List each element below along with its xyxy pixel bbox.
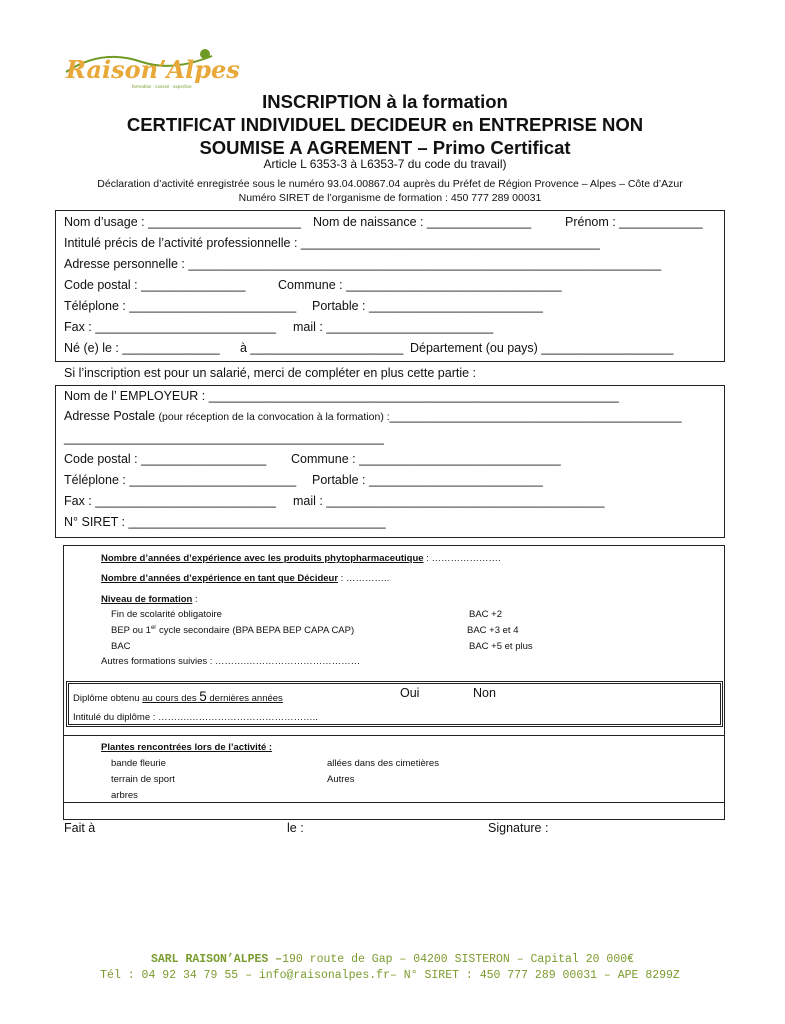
- diplome-oui-option[interactable]: Oui: [400, 686, 420, 700]
- experience-phyto-dots: : ………………….: [423, 553, 501, 564]
- niveau-formation-heading: [101, 594, 198, 605]
- signature-field[interactable]: Signature :: [488, 821, 549, 835]
- plantes-heading: [101, 742, 272, 753]
- activite-field[interactable]: Intitulé précis de l’activité professionnelle : ___________________________________________: [64, 236, 600, 250]
- footer-address-text: 190 route de Gap – 04200 SISTERON – Capital 20 000€: [282, 953, 635, 966]
- departement-field[interactable]: Département (ou pays) ___________________: [410, 341, 674, 355]
- employeur-commune-field[interactable]: Commune : _____________________________: [291, 452, 561, 466]
- adresse-personnelle-field[interactable]: Adresse personnelle : ____________________________________________________________________: [64, 257, 662, 271]
- employeur-mail-field[interactable]: mail : ________________________________________: [293, 494, 605, 508]
- diplome-label-underlined: au cours des: [142, 693, 200, 704]
- declaration-line-2: Numéro SIRET de l’organisme de formation : 450 777 289 00031: [238, 192, 542, 204]
- employeur-fax-field[interactable]: Fax : __________________________: [64, 494, 277, 508]
- plante-option-terrain-sport[interactable]: terrain de sport: [111, 774, 175, 785]
- employeur-adresse-line-2[interactable]: ______________________________________________: [64, 431, 384, 445]
- adresse-postale-label: Adresse Postale: [64, 409, 156, 423]
- employeur-adresse-field[interactable]: [64, 409, 682, 423]
- niveau-formation-label: Niveau de formation: [101, 594, 193, 605]
- mail-field[interactable]: mail : ________________________: [293, 320, 494, 334]
- niveau-option-bac-3-4[interactable]: BAC +3 et 4: [467, 625, 519, 636]
- adresse-postale-blank: __________________________________________: [389, 409, 682, 423]
- experience-phyto-label: Nombre d’années d’expérience avec les produits phytopharmaceutique: [101, 553, 424, 564]
- footer-address: [0, 953, 785, 966]
- plante-option-autres[interactable]: Autres: [327, 774, 355, 785]
- fait-a-field[interactable]: Fait à: [64, 821, 96, 835]
- title-line-2: CERTIFICAT INDIVIDUEL DECIDEUR en ENTREPRISE NON: [126, 114, 644, 135]
- prenom-field[interactable]: Prénom : ____________: [565, 215, 703, 229]
- raison-alpes-logo: [62, 42, 240, 90]
- employeur-code-postal-field[interactable]: Code postal : __________________: [64, 452, 267, 466]
- diplome-question: [73, 689, 283, 704]
- commune-field[interactable]: Commune : _______________________________: [278, 278, 562, 292]
- salarie-note: Si l’inscription est pour un salarié, merci de compléter en plus cette partie :: [64, 366, 476, 380]
- svg-text:Raison’Alpes: Raison’Alpes: [66, 55, 240, 84]
- experience-decideur-label: Nombre d’années d’expérience en tant que Décideur: [101, 573, 339, 584]
- plantes-divider: [63, 735, 725, 736]
- date-field[interactable]: le :: [287, 821, 304, 835]
- telephone-field[interactable]: Téléplone : ________________________: [64, 299, 297, 313]
- nom-usage-field[interactable]: Nom d’usage : ______________________: [64, 215, 302, 229]
- adresse-postale-note: (pour réception de la convocation à la formation) :: [158, 411, 390, 423]
- diplome-label: Diplôme obtenu: [73, 693, 143, 704]
- employeur-siret-field[interactable]: N° SIRET : _____________________________________: [64, 515, 386, 529]
- plantes-label: Plantes rencontrées lors de l’activité :: [101, 742, 273, 753]
- niveau-option-bac-2[interactable]: BAC +2: [469, 609, 503, 620]
- employeur-portable-field[interactable]: Portable : _________________________: [312, 473, 543, 487]
- niveau-option-scolarite[interactable]: Fin de scolarité obligatoire: [111, 609, 222, 620]
- fax-field[interactable]: Fax : __________________________: [64, 320, 277, 334]
- experience-decideur-field[interactable]: [101, 573, 389, 584]
- plante-option-bande-fleurie[interactable]: bande fleurie: [111, 758, 166, 769]
- niveau-option-bac[interactable]: BAC: [111, 641, 131, 652]
- title-line-1: INSCRIPTION à la formation: [262, 91, 508, 112]
- portable-field[interactable]: Portable : _________________________: [312, 299, 543, 313]
- diplome-label-end: dernières années: [206, 693, 283, 704]
- niveau-formation-colon: :: [192, 594, 198, 605]
- plantes-bottom-divider: [63, 802, 725, 803]
- footer-company: SARL RAISON’ALPES –: [150, 953, 283, 966]
- article-reference: Article L 6353-3 à L6353-7 du code du travail): [263, 157, 507, 171]
- plante-option-arbres[interactable]: arbres: [111, 790, 138, 801]
- plante-option-allees[interactable]: allées dans des cimetières: [327, 758, 439, 769]
- code-postal-field[interactable]: Code postal : _______________: [64, 278, 246, 292]
- employeur-telephone-field[interactable]: Téléplone : ________________________: [64, 473, 297, 487]
- experience-phyto-field[interactable]: [101, 553, 501, 564]
- niveau-option-bac-5[interactable]: BAC +5 et plus: [469, 641, 533, 652]
- diplome-years: 5: [199, 689, 207, 704]
- niveau-option-bep[interactable]: BEP ou 1er cycle secondaire (BPA BEPA BEP CAPA CAP): [111, 625, 355, 637]
- footer-contact: Tél : 04 92 34 79 55 – info@raisonalpes.fr– N° SIRET : 450 777 289 00031 – APE 8299Z: [100, 969, 680, 982]
- autres-formations-field[interactable]: Autres formations suivies : ……….………………………………: [101, 656, 361, 667]
- declaration-line-1: Déclaration d’activité enregistrée sous le numéro 93.04.00867.04 auprès du Préfet de Région Provence – Alpes – Côte d’Azur: [97, 178, 683, 190]
- svg-text:formation · conseil · expertis: formation · conseil · expertise: [132, 84, 192, 89]
- diplome-non-option[interactable]: Non: [473, 686, 496, 700]
- diplome-intitule-field[interactable]: Intitulé du diplôme : ……….…………………………………..: [73, 712, 318, 723]
- nom-naissance-field[interactable]: Nom de naissance : _______________: [313, 215, 532, 229]
- date-naissance-field[interactable]: Né (e) le : ______________: [64, 341, 220, 355]
- lieu-naissance-field[interactable]: à ______________________: [240, 341, 404, 355]
- experience-decideur-dots: : …………..: [338, 573, 390, 584]
- employeur-nom-field[interactable]: Nom de l’ EMPLOYEUR : ___________________________________________________________: [64, 389, 619, 403]
- logo-graphic: [62, 42, 240, 90]
- title-line-3: SOUMISE A AGREMENT – Primo Certificat: [199, 137, 571, 158]
